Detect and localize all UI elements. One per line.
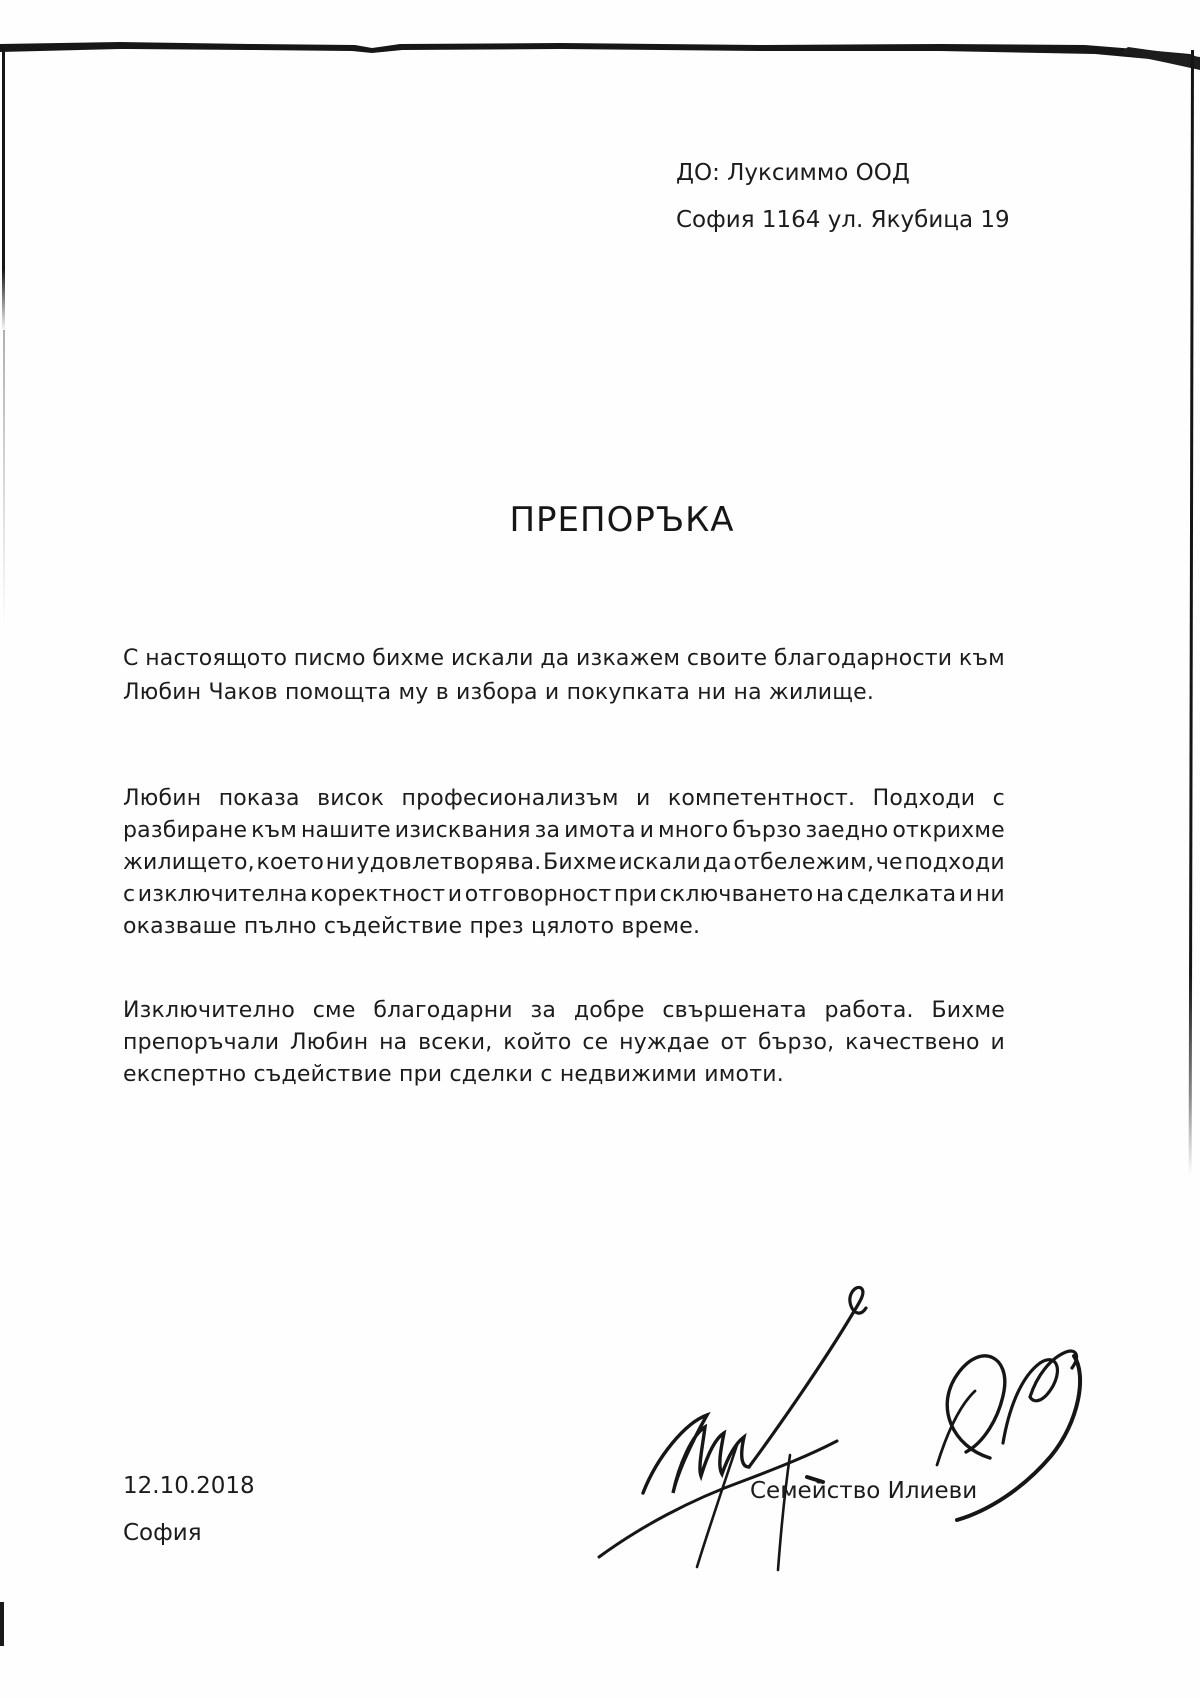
recipient-block bbox=[676, 161, 1010, 233]
text-line: Любин показа висок професионализъм и компетентност. Подходи с bbox=[123, 786, 1005, 811]
text-line: оказваше пълно съдействие през цялото време. bbox=[123, 914, 701, 939]
text-line: разбиране към нашите изисквания за имота и много бързо заедно открихме bbox=[123, 818, 1005, 843]
text-line: с изключителна коректност и отговорност при сключването на сделката и ни bbox=[123, 882, 1005, 907]
text-line: Любин Чаков помощта му в избора и покупката ни на жилище. bbox=[123, 680, 875, 705]
text-line: жилището, което ни удовлетворява. Бихме искали да отбележим, че подходи bbox=[123, 850, 1005, 875]
recipient-address-line: София 1164 ул. Якубица 19 bbox=[676, 207, 1010, 233]
text-line: Изключително сме благодарни за добре свършената работа. Бихме bbox=[123, 998, 1005, 1023]
letter-date: 12.10.2018 bbox=[123, 1473, 255, 1499]
paragraph-main bbox=[123, 786, 1005, 946]
text-line: С настоящото писмо бихме искали да изкажем своите благодарности към bbox=[123, 646, 1005, 671]
letter-city: София bbox=[123, 1520, 202, 1546]
paragraph-intro bbox=[123, 646, 1005, 714]
date-block bbox=[123, 1473, 255, 1546]
scan-artifact-right-line bbox=[1189, 50, 1194, 1175]
recipient-to-line: ДО: Луксиммо ООД bbox=[676, 160, 910, 186]
signature-name: Семейство Илиеви bbox=[750, 1478, 978, 1504]
paragraph-closing bbox=[123, 998, 1005, 1094]
text-line: препоръчали Любин на всеки, който се нуждае от бързо, качествено и bbox=[123, 1030, 1005, 1055]
scan-artifact-top-line bbox=[0, 0, 1200, 80]
handwritten-signature bbox=[585, 1175, 1095, 1575]
scan-artifact-bottom-left-mark bbox=[0, 1602, 4, 1646]
text-line: експертно съдействие при сделки с недвижими имоти. bbox=[123, 1062, 784, 1087]
document-title: ПРЕПОРЪКА bbox=[509, 500, 735, 540]
scan-artifact-left-line bbox=[2, 47, 5, 332]
scan-artifact-left-fade bbox=[3, 330, 5, 630]
